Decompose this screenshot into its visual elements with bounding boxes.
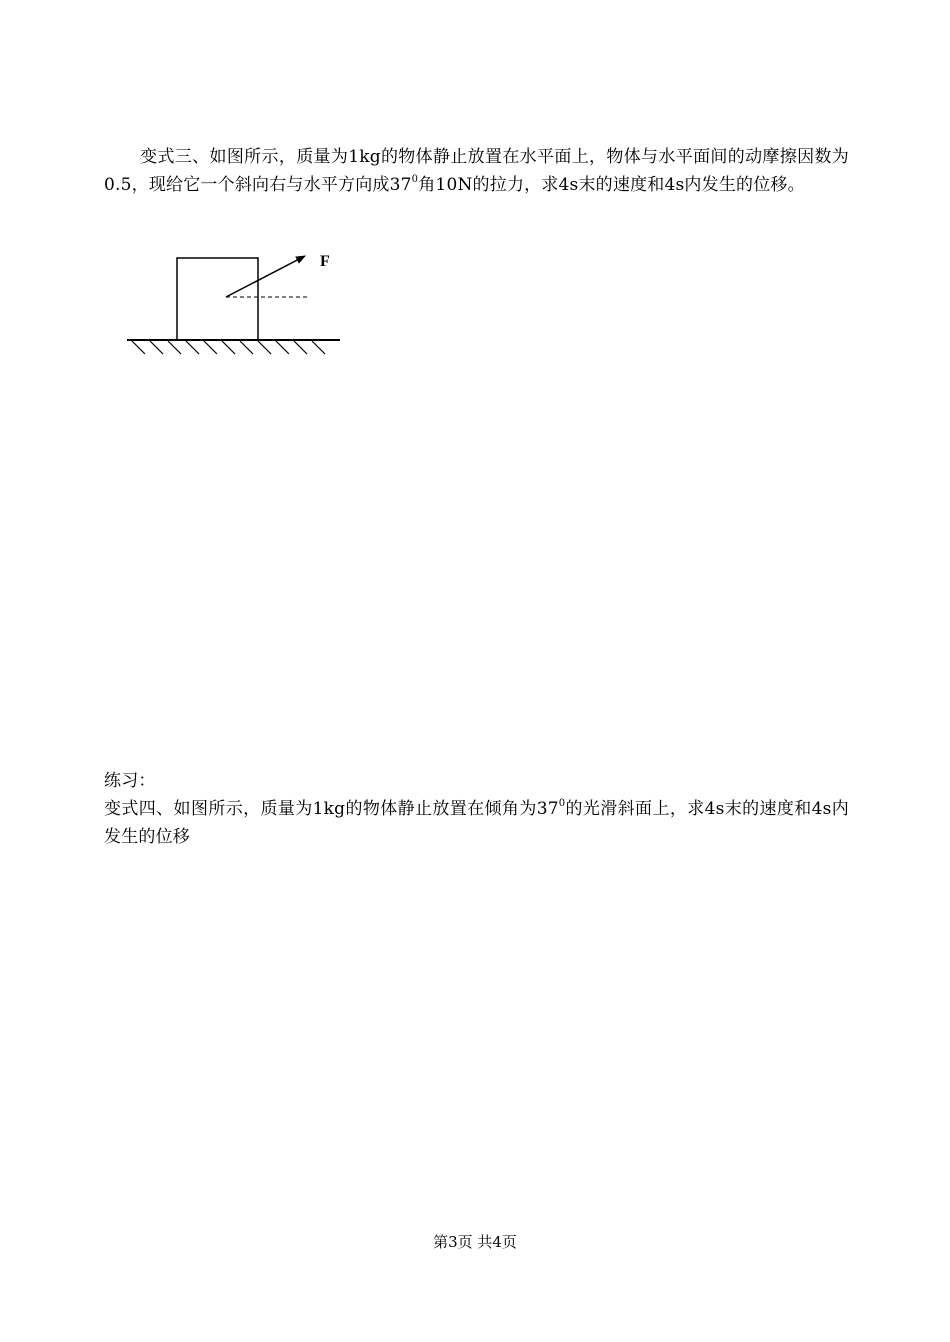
degree-superscript: 0 [411, 174, 419, 186]
problem-4-text [104, 795, 849, 851]
practice-heading: 练习： [104, 771, 156, 791]
ground-hatching [132, 341, 325, 354]
degree-superscript: 0 [558, 798, 566, 810]
force-label: F [320, 253, 330, 270]
problem-4-text-part2: 的光滑斜面上，求4s末的速度和4s内发生的位移 [104, 799, 849, 847]
problem-3-text [104, 143, 849, 199]
force-arrow [226, 256, 305, 297]
problem-4-text-part1: 变式四、如图所示，质量为1kg的物体静止放置在倾角为37 [104, 799, 559, 819]
block [177, 258, 258, 340]
page-footer: 第3页 共4页 [433, 1233, 517, 1251]
problem-3-text-part1: 变式三、如图所示，质量为1kg的物体静止放置在水平面上，物体与水平面间的动摩擦因数为0.5，现给它一个斜向右与水平方向成37 [104, 147, 849, 195]
force-diagram [120, 245, 350, 360]
problem-3-text-part2: 角10N的拉力，求4s末的速度和4s内发生的位移。 [418, 175, 805, 195]
